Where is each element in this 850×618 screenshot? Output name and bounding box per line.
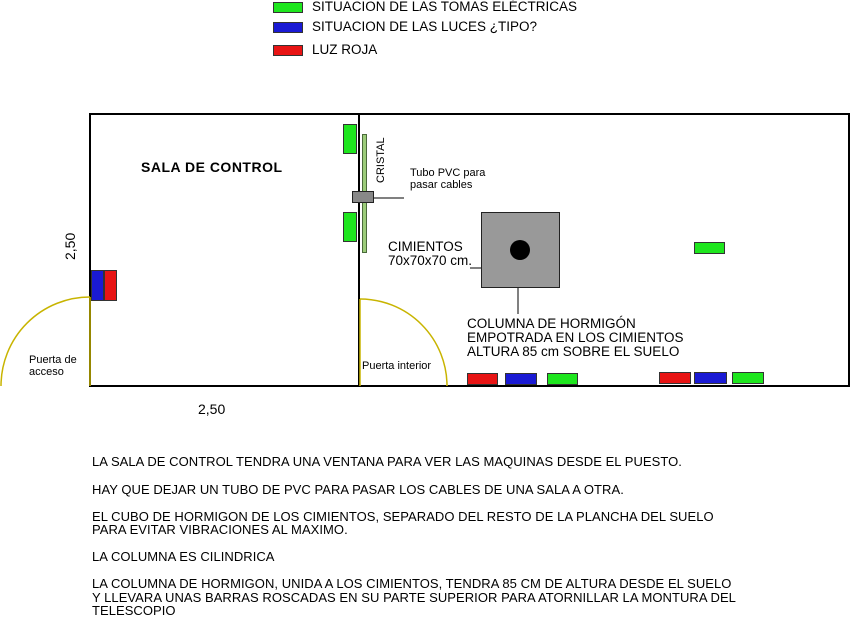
column-label-line3: ALTURA 85 cm SOBRE EL SUELO	[467, 344, 680, 359]
bottom-light-blue-2	[694, 372, 727, 384]
note-line: PARA EVITAR VIBRACIONES AL MAXIMO.	[92, 522, 348, 537]
access-door-label-line2: acceso	[29, 366, 64, 378]
note-line: LA COLUMNA ES CILINDRICA	[92, 549, 275, 564]
foundation-label-line1: CIMIENTOS	[388, 239, 463, 254]
outlet-glass-top	[343, 124, 357, 154]
glass-label: CRISTAL	[375, 137, 387, 183]
pvc-label-line2: pasar cables	[410, 179, 473, 191]
legend-label-outlets: SITUACION DE LAS TOMAS ELÉCTRICAS	[312, 0, 578, 14]
access-door-label-line1: Puerta de	[29, 354, 77, 366]
pvc-label-line1: Tubo PVC para	[410, 167, 486, 179]
control-light-red	[104, 270, 117, 301]
legend-label-lights: SITUACION DE LAS LUCES ¿TIPO?	[312, 19, 538, 34]
legend-label-red-light: LUZ ROJA	[312, 42, 378, 57]
control-room-label: SALA DE CONTROL	[141, 159, 283, 175]
note-line: Y LLEVARA UNAS BARRAS ROSCADAS EN SU PARTE SUPERIOR PARA ATORNILLAR LA MONTURA DEL	[92, 590, 736, 605]
bottom-light-blue-1	[505, 373, 537, 385]
outlet-east	[694, 242, 725, 254]
note-line: LA SALA DE CONTROL TENDRA UNA VENTANA PARA VER LAS MAQUINAS DESDE EL PUESTO.	[92, 454, 682, 469]
pvc-pipe	[352, 191, 374, 203]
dimension-vertical: 2,50	[62, 232, 78, 260]
concrete-column	[510, 240, 530, 260]
dimension-horizontal: 2,50	[198, 401, 226, 417]
interior-door-label: Puerta interior	[362, 360, 432, 372]
interior-door-swing	[360, 299, 447, 386]
note-line: HAY QUE DEJAR UN TUBO DE PVC PARA PASAR LOS CABLES DE UNA SALA A OTRA.	[92, 482, 624, 497]
bottom-outlet-green-1	[547, 373, 578, 385]
column-label-line2: EMPOTRADA EN LOS CIMIENTOS	[467, 330, 684, 345]
note-line: EL CUBO DE HORMIGON DE LOS CIMIENTOS, SEPARADO DEL RESTO DE LA PLANCHA DEL SUELO	[92, 509, 714, 524]
foundation-label-line2: 70x70x70 cm.	[388, 253, 473, 268]
bottom-light-red-1	[467, 373, 498, 385]
control-light-blue	[91, 270, 104, 301]
outlet-glass-bottom	[343, 212, 357, 242]
note-line: LA COLUMNA DE HORMIGON, UNIDA A LOS CIMIENTOS, TENDRA 85 CM DE ALTURA DESDE EL SUELO	[92, 576, 732, 591]
column-label-line1: COLUMNA DE HORMIGÓN	[467, 316, 636, 331]
bottom-outlet-green-2	[732, 372, 764, 384]
note-line: TELESCOPIO	[92, 603, 176, 618]
bottom-light-red-2	[659, 372, 691, 384]
